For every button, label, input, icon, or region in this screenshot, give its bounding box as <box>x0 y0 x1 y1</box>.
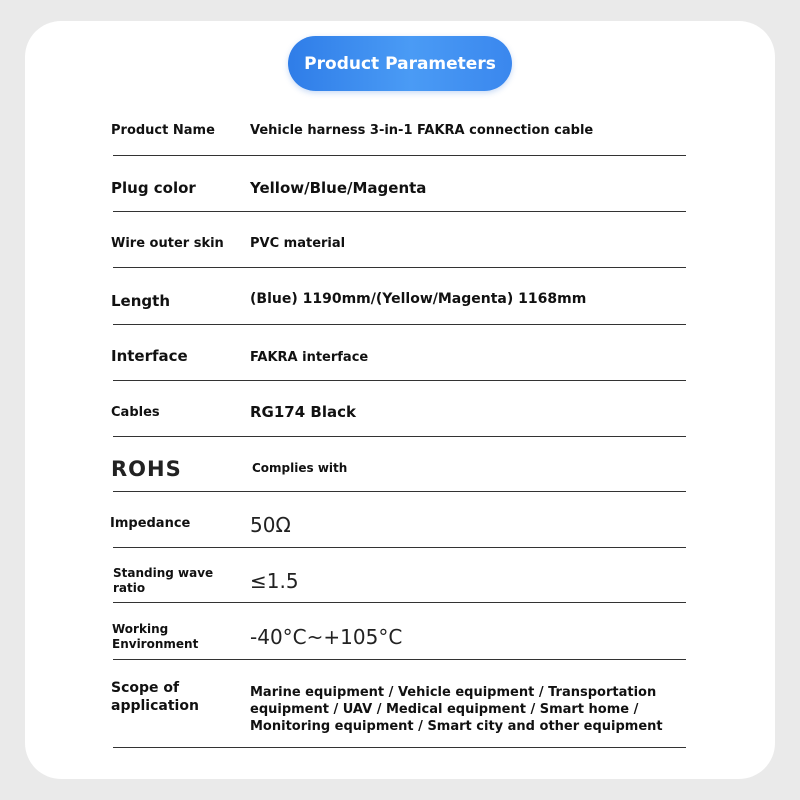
param-value-standing-wave-ratio: ≤1.5 <box>250 569 299 593</box>
row-divider <box>113 602 686 603</box>
param-label-working-environment: Working Environment <box>112 622 199 651</box>
param-label-standing-wave-ratio: Standing wave ratio <box>113 566 214 595</box>
row-divider <box>113 436 686 437</box>
param-label-length: Length <box>111 292 170 310</box>
param-value-plug-color: Yellow/Blue/Magenta <box>250 179 427 197</box>
row-divider <box>113 491 686 492</box>
param-value-length: (Blue) 1190mm/(Yellow/Magenta) 1168mm <box>250 291 587 307</box>
param-label-scope-of-application: Scope of application <box>111 680 199 714</box>
page-title: Product Parameters <box>288 36 512 91</box>
param-value-impedance: 50Ω <box>250 513 291 537</box>
row-divider <box>113 747 686 748</box>
param-value-interface: FAKRA interface <box>250 350 369 365</box>
param-label-wire-outer-skin: Wire outer skin <box>111 236 224 251</box>
row-divider <box>113 211 686 212</box>
param-value-wire-outer-skin: PVC material <box>250 236 346 251</box>
row-divider <box>113 155 686 156</box>
row-divider <box>113 547 686 548</box>
param-label-plug-color: Plug color <box>111 179 196 197</box>
param-label-product-name: Product Name <box>111 123 215 138</box>
param-label-impedance: Impedance <box>110 516 191 531</box>
param-value-cables: RG174 Black <box>250 403 356 421</box>
row-divider <box>113 267 686 268</box>
param-value-working-environment: -40°C~+105°C <box>250 625 403 649</box>
row-divider <box>113 659 686 660</box>
param-label-rohs: ROHS <box>111 457 182 481</box>
param-label-interface: Interface <box>111 347 188 365</box>
row-divider <box>113 324 686 325</box>
param-label-cables: Cables <box>111 405 160 420</box>
param-value-scope-of-application: Marine equipment / Vehicle equipment / Transportation equipment / UAV / Medical equipment / Smart home / Monitoring equipment / Smart city and other equipment <box>250 685 663 734</box>
param-value-rohs: Complies with <box>252 461 348 475</box>
param-value-product-name: Vehicle harness 3-in-1 FAKRA connection cable <box>250 123 594 138</box>
row-divider <box>113 380 686 381</box>
